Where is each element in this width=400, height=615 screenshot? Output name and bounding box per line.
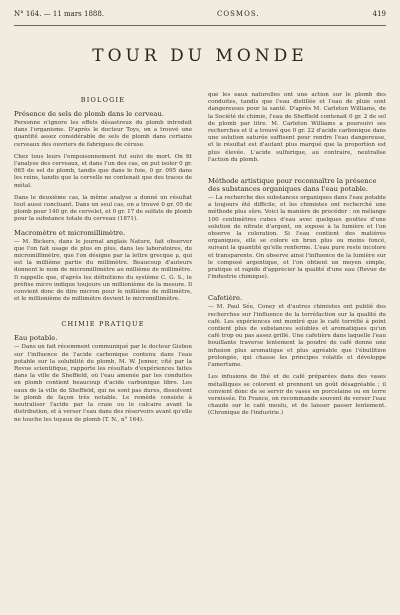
article-subtitle: Présence de sels de plomb dans le cerveau. [14,110,165,118]
article-subtitle: Macromètre et micromillimètre. [14,228,126,237]
issue-date: N° 164. — 11 mars 1888. [14,10,105,18]
article-paragraph: que les eaux naturelles ont une action sur le plomb des conduites, tandis que l'eau distillée et l'eau de pluie sont dangereuses pour la santé. D'après M. Carleton Williams, de la Société de chimie, l'eau de Sheffield contenait 0 gr. 2 de sel de plomb par litre. M. Carleton Williams a poursuivi ses recherches et il a trouvé que 0 gr. 22 d'acide carbonique dans une solution saturée suffisent pour rendre l'eau dangereuse, et le résultat est d'autant plus marqué que la proportion est plus élevée. L'acide sulfurique, au contraire, neutralise l'action du plomb. [208,92,386,163]
right-column [208,92,386,429]
article-paragraph: — Dans un fait récemment communiqué par le docteur Gisbon sur l'influence de l'acide carbonique contenu dans l'eau potable sur la solubilité du plomb, M. W. Jenner, cité par la Revue scientifique, rapporte les résultats d'expériences faites dans la ville de Sheffield, où l'eau amenée par les conduites en plomb contient beaucoup d'acide carbonique libre. Les eaux de la ville de Sheffield, qui ne sont pas dures, dissolvent le plomb de façon très notable. Le remède consiste à neutraliser l'acide par la craie ou le calcaire avant la distribution, et à verser l'eau dans des réservoirs avant qu'elle ne touche les tuyaux de plomb (T. N., n° 164). [14,344,192,423]
article-paragraph: — M. Bickers, dans le journal anglais Nature, fait observer que l'on fait usage de plus en plus, dans les laboratoires, du micromillimètre, que l'on désigne par la lettre grecque μ, qui est la millième partie du millimètre. Beaucoup d'auteurs donnent le nom de micromillimètre au millième de millimètre. Il rappelle que, d'après les définitions du système C. G. S., le préfixe micro indique toujours un millionième de la mesure. Il convient donc de dire micron pour le millième de millimètre, et le millionième de millimètre devient le micromillimètre. [14,238,192,303]
section-heading: CHIMIE PRATIQUE [61,320,145,329]
header-rule [14,25,386,26]
section-heading: BIOLOGIE [80,96,126,104]
article-paragraph: Chez tous leurs l'empoisonnement fut suivi de mort. On fit l'analyse des cerveaux, et dans l'un des cas, on put isoler 0 gr. 065 de sel de plomb, tandis que dans le foie, 0 gr. 095 dans les reins, tandis que la cervelle ne contenait que des traces de métal. [14,153,192,189]
page-title: TOUR DU MONDE [92,46,308,66]
article-subtitle: Cafetière. [208,294,243,303]
running-header [14,10,386,22]
article-paragraph: — La recherche des substances organiques dans l'eau potable a toujours été difficile, et les chimistes ont recherché une méthode plus sûre. Voici la manière de procéder : on mélange 100 centimètres cubes d'eau avec quelques gouttes d'une solution de nitrate d'argent, on expose à la lumière et l'on observe la coloration. Si l'eau contient des matières organiques, elle se colore en brun plus ou moins foncé, suivant la quantité qu'elle renferme. L'eau pure reste incolore et transparente. On observe ainsi l'influence de la lumière sur le composé argentique, et l'on obtient un moyen simple, pratique et rapide d'apprécier la qualité d'une eau (Revue de l'industrie chimique). [208,195,386,281]
journal-name: COSMOS. [217,10,260,18]
two-column-body [14,92,386,429]
article-paragraph: Personne n'ignore les effets désastreux du plomb introduit dans l'organisme. D'après le docteur Toys, on a trouvé une quantité assez considérable de sels de plomb dans certains cerveaux des ouvriers de fabriques de céruse. [14,120,192,148]
article-paragraph: Les infusions de thé et de café préparées dans des vases métalliques se colorent et prennent un goût désagréable ; il convient donc de se servir de vases en porcelaine ou en terre vernissée. En France, on recommande souvent de verser l'eau chaude sur le café moulu, et de laisser passer lentement. (Chronique de l'industrie.) [208,374,386,417]
left-column [14,92,192,429]
article-subtitle: Eau potable. [14,334,58,343]
article-subtitle: Méthode artistique pour reconnaître la présence des substances organiques dans l'eau potable. [208,177,377,194]
article-paragraph: Dans le deuxième cas, la même analyse a donné un résultat tout aussi concluant. Dans un seul cas, on a trouvé 0 gr. 05 de plomb pour 140 gr. de cervelet, et 0 gr. 17 de sulfate de plomb pour la substance totale du cerveau (1871). [14,194,192,223]
article-paragraph: — M. Paul Sée, Coney et d'autres chimistes ont publié des recherches sur l'influence de la torréfaction sur la qualité du café. Les expériences ont montré que le café torréfié à point contient plus de substances solubles et aromatiques qu'un café trop ou pas assez grillé. Une cafetière dans laquelle l'eau bouillante traverse lentement la poudre de café donne une infusion plus aromatique et plus agréable que l'ébullition prolongée, qui chasse les principes volatils et développe l'amertume. [208,304,386,369]
page-number: 419 [372,10,386,18]
